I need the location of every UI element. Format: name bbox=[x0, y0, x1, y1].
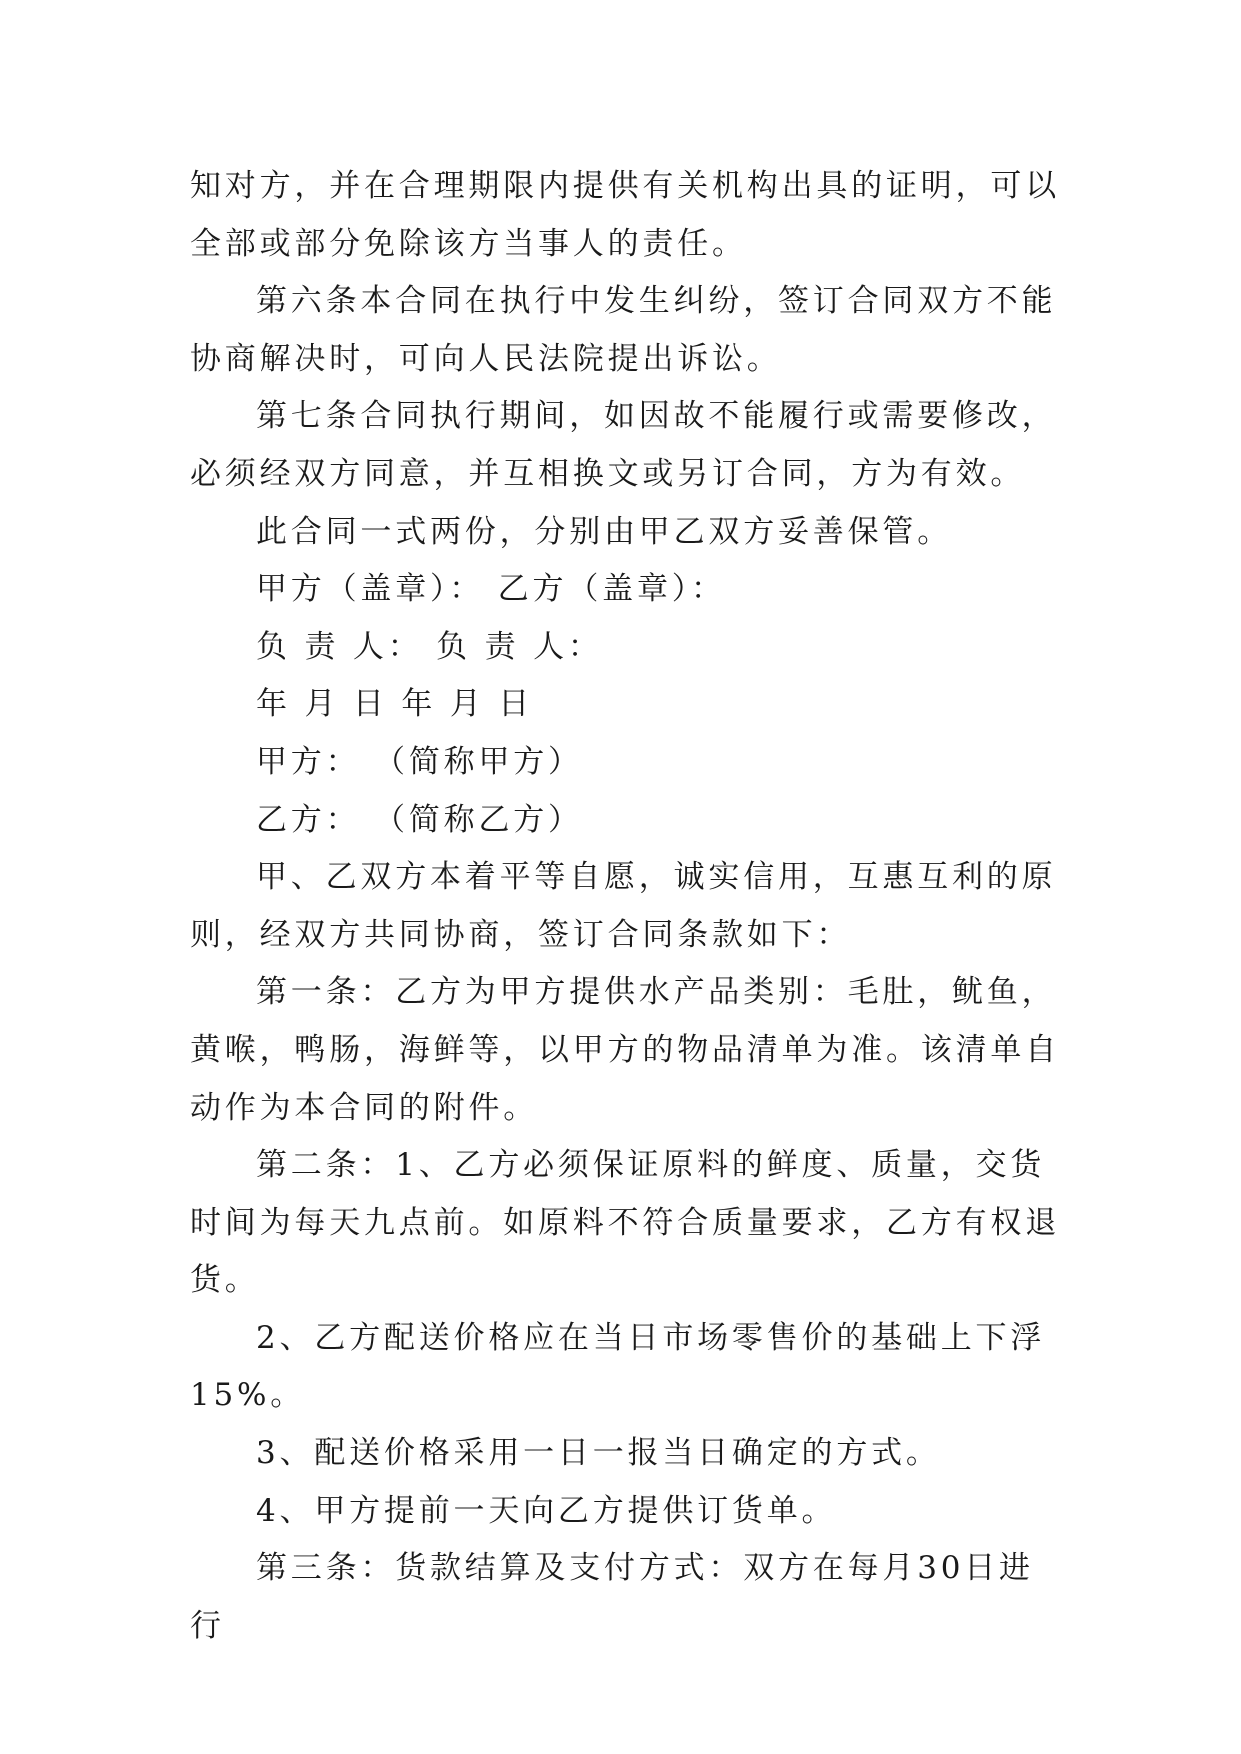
paragraph-article-3: 第三条：货款结算及支付方式：双方在每月30日进行 bbox=[190, 1550, 1034, 1644]
signature-seal-line: 甲方（盖章）： 乙方（盖章）： bbox=[256, 571, 726, 608]
signature-date-line: 年 月 日 年 月 日 bbox=[256, 686, 534, 723]
paragraph-article-2-item-3: 3、配送价格采用一日一报当日确定的方式。 bbox=[256, 1435, 941, 1472]
paragraph-copies: 此合同一式两份，分别由甲乙双方妥善保管。 bbox=[256, 513, 952, 550]
paragraph-force-majeure-end: 知对方，并在合理期限内提供有关机构出具的证明，可以全部或部分免除该方当事人的责任。 bbox=[190, 168, 1060, 262]
paragraph-article-6: 第六条本合同在执行中发生纠纷，签订合同双方不能协商解决时，可向人民法院提出诉讼。 bbox=[190, 283, 1057, 377]
document-body bbox=[190, 158, 1060, 1655]
paragraph-article-2: 第二条：1、乙方必须保证原料的鲜度、质量，交货时间为每天九点前。如原料不符合质量要求，乙方有权退货。 bbox=[190, 1147, 1060, 1299]
party-b-line: 乙方： （简称乙方） bbox=[256, 801, 583, 838]
paragraph-article-1: 第一条：乙方为甲方提供水产品类别：毛肚，鱿鱼，黄喉，鸭肠，海鲜等，以甲方的物品清单为准。该清单自动作为本合同的附件。 bbox=[190, 974, 1060, 1126]
paragraph-article-2-item-2: 2、乙方配送价格应在当日市场零售价的基础上下浮15%。 bbox=[190, 1319, 1046, 1414]
party-a-line: 甲方： （简称甲方） bbox=[256, 743, 583, 780]
paragraph-article-7: 第七条合同执行期间，如因故不能履行或需要修改，必须经双方同意，并互相换文或另订合同，方为有效。 bbox=[190, 398, 1057, 492]
paragraph-article-2-item-4: 4、甲方提前一天向乙方提供订货单。 bbox=[256, 1492, 837, 1529]
paragraph-preamble: 甲、乙双方本着平等自愿，诚实信用，互惠互利的原则，经双方共同协商，签订合同条款如下： bbox=[190, 859, 1057, 953]
signature-person-line: 负 责 人： 负 责 人： bbox=[256, 628, 603, 665]
